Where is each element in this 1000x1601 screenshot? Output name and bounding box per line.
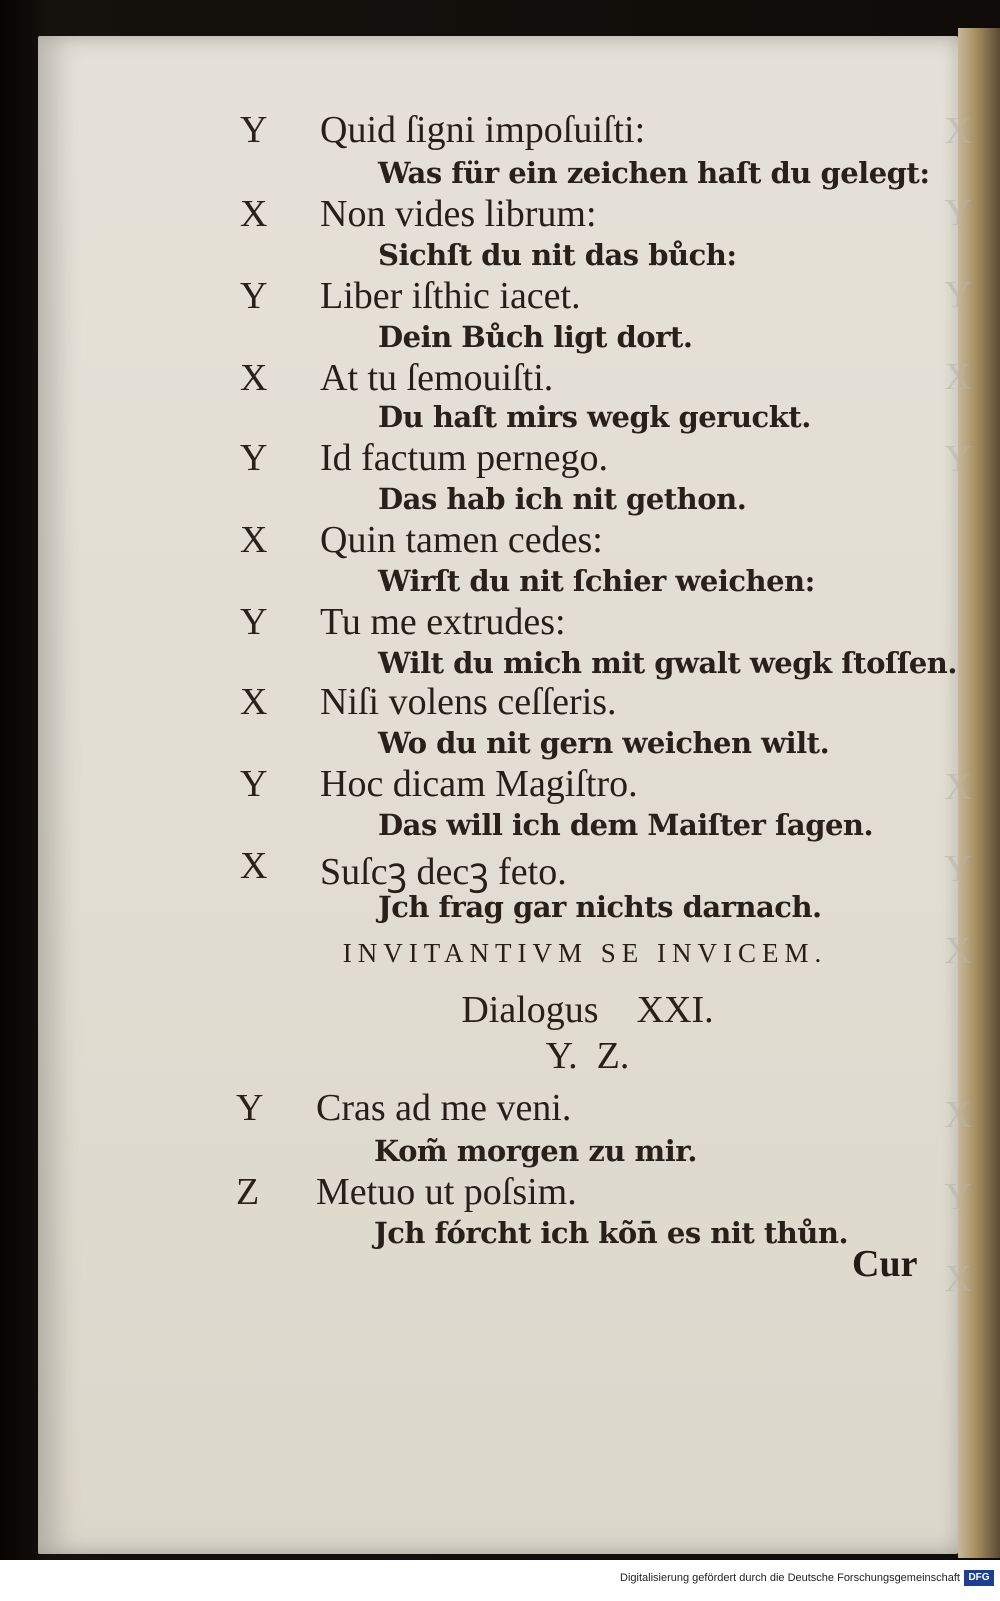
latin-line: Non vides librum:: [320, 193, 597, 235]
speaker-label: Z: [236, 1171, 260, 1213]
german-line: Sichſt du nit das bůch:: [378, 238, 737, 272]
dialog-number: Dialogus XXI.: [461, 989, 714, 1031]
speaker-label: Y: [240, 763, 268, 805]
dfg-logo-icon: DFG: [964, 1570, 994, 1586]
german-line: Jch frag gar nichts darnach.: [378, 890, 822, 924]
german-line: Wo du nit gern weichen wilt.: [378, 726, 830, 760]
german-line: Wilt du mich mit gwalt wegk ſtoſſen.: [378, 646, 957, 680]
latin-line: Quid ſigni impoſuiſti:: [320, 109, 646, 151]
latin-line: Hoc dicam Magiſtro.: [320, 763, 638, 805]
speaker-label: X: [240, 681, 268, 723]
speaker-label: Y: [240, 437, 268, 479]
german-line: Du haſt mirs wegk geruckt.: [378, 400, 811, 434]
bleed-through: X Y Y X Y X Y X X Y X: [944, 110, 972, 1300]
latin-line: Metuo ut poſsim.: [316, 1171, 577, 1213]
dialog-speakers: Y. Z.: [545, 1035, 630, 1077]
catchword: Cur: [852, 1243, 918, 1285]
german-line: Dein Bůch ligt dort.: [378, 320, 693, 354]
speaker-label: X: [240, 357, 268, 399]
german-line: Jch fórcht ich kõn̄ es nit thůn.: [374, 1216, 849, 1250]
latin-line: Quin tamen cedes:: [320, 519, 603, 561]
section-title: INVITANTIVM SE INVICEM.: [342, 938, 828, 968]
footer-credit: Digitalisierung gefördert durch die Deutsche Forschungsgemeinschaft: [620, 1572, 960, 1584]
speaker-label: Y: [236, 1087, 264, 1129]
speaker-label: X: [240, 193, 268, 235]
german-line: Das hab ich nit gethon.: [378, 482, 747, 516]
latin-line: Tu me extrudes:: [320, 601, 566, 643]
footer-bar: [0, 1560, 1000, 1601]
speaker-label: X: [240, 845, 268, 887]
latin-line: Cras ad me veni.: [316, 1087, 572, 1129]
german-line: Wirſt du nit ſchier weichen:: [378, 564, 815, 598]
speaker-label: Y: [240, 601, 268, 643]
speaker-label: Y: [240, 275, 268, 317]
latin-line: At tu ſemouiſti.: [320, 357, 554, 399]
german-line: Das will ich dem Maiſter ſagen.: [378, 808, 874, 842]
latin-line: Suſcꝫ decꝫ feto.: [320, 851, 567, 893]
latin-line: Id factum pernego.: [320, 437, 609, 479]
speaker-label: X: [240, 519, 268, 561]
latin-line: Liber iſthic iacet.: [320, 275, 581, 317]
german-line: Kom̃ morgen zu mir.: [374, 1134, 697, 1168]
latin-line: Niſi volens ceſſeris.: [320, 681, 617, 723]
german-line: Was für ein zeichen haſt du gelegt:: [378, 156, 930, 190]
speaker-label: Y: [240, 109, 268, 151]
